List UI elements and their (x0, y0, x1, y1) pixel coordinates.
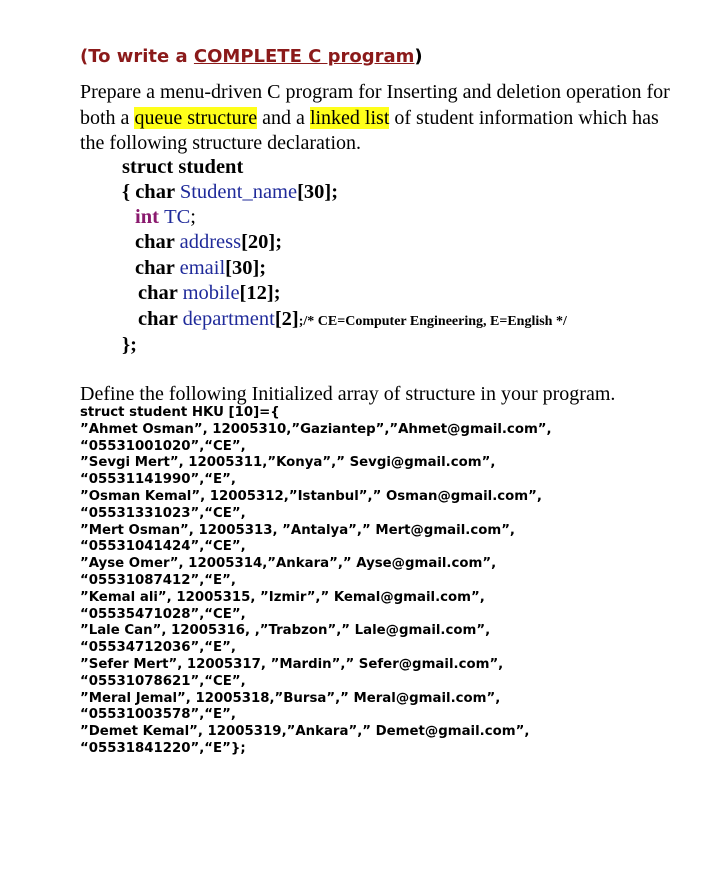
struct-field-address (135, 231, 282, 254)
struct-field-department (138, 308, 567, 331)
array-line: ”Ahmet Osman”, 12005310,”Gaziantep”,”Ahmet@gmail.com”, (80, 421, 552, 437)
kw-char: { char (122, 181, 180, 203)
struct-field-tc (135, 206, 196, 229)
kw-char: char (138, 308, 183, 330)
array-line: “05531001020”,“CE”, (80, 438, 246, 454)
intro-text-3: of student information which has the following structure declaration. (80, 106, 659, 154)
kw-char: char (135, 257, 180, 279)
struct-field-email (135, 257, 266, 280)
intro-paragraph (80, 80, 680, 157)
field-name: address (179, 231, 242, 253)
highlight-linked-list: linked list (309, 106, 390, 129)
array-line: “05531331023”,“CE”, (80, 505, 246, 521)
field-name: department (182, 308, 275, 330)
array-line: ”Mert Osman”, 12005313, ”Antalya”,” Mert@gmail.com”, (80, 522, 515, 538)
field-name: email (179, 257, 226, 279)
array-line: “05531141990”,“E”, (80, 472, 236, 488)
array-line: ”Osman Kemal”, 12005312,”Istanbul”,” Osman@gmail.com”, (80, 488, 542, 504)
field-end: ; (190, 206, 196, 228)
title-open: (To write a (80, 46, 194, 67)
kw-char: char (135, 231, 180, 253)
department-comment: ;/* CE=Computer Engineering, E=English */ (298, 314, 567, 329)
array-line: “05531078621”,“CE”, (80, 673, 246, 689)
field-size: [30]; (225, 257, 267, 279)
title-close: ) (414, 46, 423, 67)
intro-text-1: Prepare a menu-driven C program for Inserting and deletion operation for both a (80, 81, 670, 129)
title-complete-c-program: COMPLETE C program (193, 46, 415, 67)
array-line: “05535471028”,“CE”, (80, 606, 246, 622)
initialized-array-code (80, 405, 552, 758)
field-name: TC (164, 206, 191, 228)
array-line: ”Ayse Omer”, 12005314,”Ankara”,” Ayse@gmail.com”, (80, 556, 497, 572)
field-size: [12]; (239, 282, 281, 304)
field-size: [20]; (241, 231, 283, 253)
struct-header: struct student (122, 156, 244, 178)
kw-char: char (138, 282, 183, 304)
array-line: ”Demet Kemal”, 12005319,”Ankara”,” Demet@gmail.com”, (80, 724, 530, 740)
highlight-queue-structure: queue structure (134, 106, 258, 129)
array-line: “05534712036”,“E”, (80, 640, 236, 656)
array-line: struct student HKU [10]={ (80, 405, 280, 420)
intro-text-2: and a (257, 106, 310, 129)
array-line: ”Sefer Mert”, 12005317, ”Mardin”,” Sefer@gmail.com”, (80, 656, 504, 672)
field-size: [30]; (297, 181, 339, 203)
define-instruction: Define the following Initialized array of structure in your program. (80, 383, 616, 405)
assignment-title (80, 46, 423, 67)
array-line: ”Meral Jemal”, 12005318,”Bursa”,” Meral@gmail.com”, (80, 690, 501, 706)
field-size: [2] (274, 308, 299, 330)
array-line: “05531003578”,“E”, (80, 707, 236, 723)
field-name: mobile (182, 282, 240, 304)
array-line: “05531041424”,“CE”, (80, 539, 246, 555)
kw-int: int (135, 206, 165, 228)
struct-close: }; (122, 334, 137, 356)
array-line: ”Lale Can”, 12005316, ,”Trabzon”,” Lale@gmail.com”, (80, 623, 491, 639)
array-line: ”Sevgi Mert”, 12005311,”Konya”,” Sevgi@gmail.com”, (80, 455, 496, 471)
struct-field-student-name (122, 181, 338, 204)
struct-field-mobile (138, 282, 281, 305)
field-name: Student_name (179, 181, 298, 203)
array-line: “05531087412”,“E”, (80, 572, 236, 588)
array-line: ”Kemal ali”, 12005315, ”Izmir”,” Kemal@gmail.com”, (80, 589, 485, 605)
array-line: “05531841220”,“E”}; (80, 740, 246, 756)
